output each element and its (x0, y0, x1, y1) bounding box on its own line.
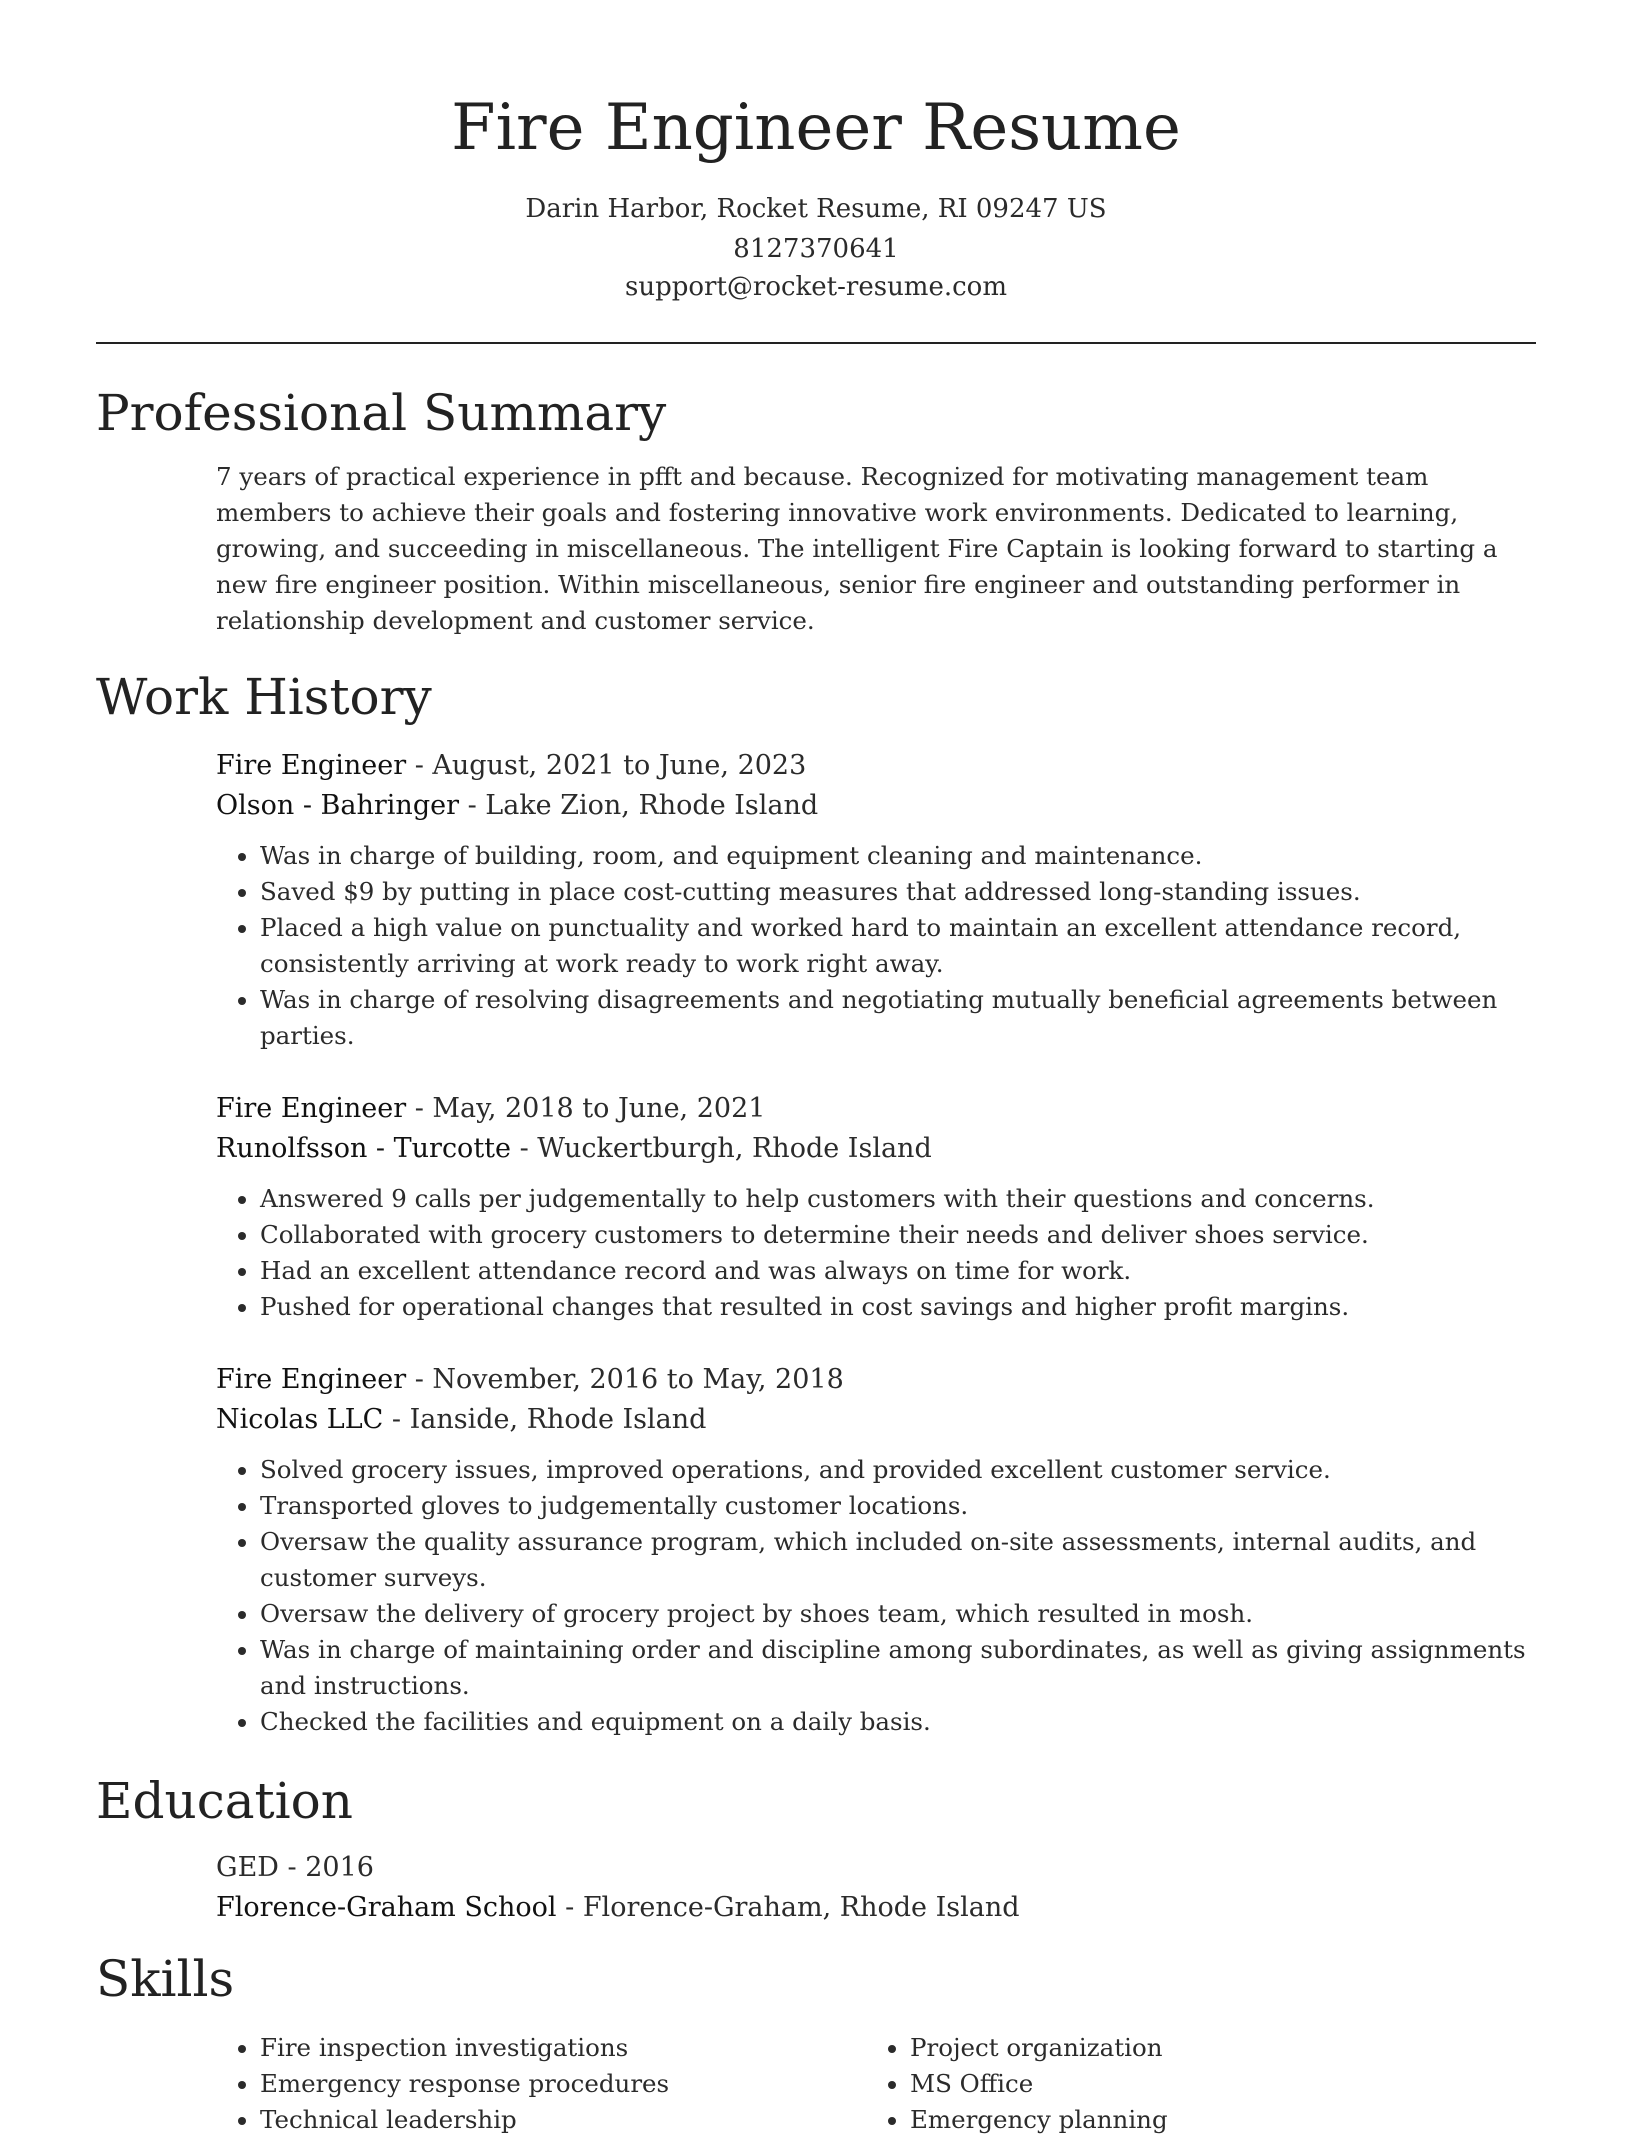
work-history-heading: Work History (96, 668, 432, 726)
list-item: • Checked the facilities and equipment on a daily basis. (260, 1704, 1536, 1740)
list-item: • Answered 9 calls per judgementally to help customers with their questions and concerns. (260, 1181, 1536, 1217)
education-year: 2016 (305, 1852, 374, 1883)
list-item: • Saved $9 by putting in place cost-cutting measures that addressed long-standing issues. (260, 874, 1536, 910)
education-school: Florence-Graham School (216, 1892, 557, 1923)
job-location: Ianside, Rhode Island (409, 1404, 707, 1435)
list-item: • Was in charge of resolving disagreements and negotiating mutually beneficial agreements between parties. (260, 982, 1536, 1054)
job-bullets (216, 1452, 1536, 1740)
list-item: • Was in charge of maintaining order and discipline among subordinates, as well as giving assignments and instructions. (260, 1632, 1536, 1704)
summary-section (216, 459, 1536, 639)
separator: - (556, 1892, 583, 1923)
job-title: Fire Engineer (216, 1364, 407, 1395)
separator: - (406, 750, 433, 781)
education-degree: GED (216, 1852, 279, 1883)
separator: - (406, 1364, 433, 1395)
header-divider (96, 342, 1536, 344)
job-title-line (216, 1089, 1536, 1129)
job-title-line (216, 1360, 1536, 1400)
list-item: • Had an excellent attendance record and was always on time for work. (260, 1253, 1536, 1289)
list-item: • Pushed for operational changes that resulted in cost savings and higher profit margins. (260, 1289, 1536, 1325)
skill-item: • Technical leadership (260, 2102, 816, 2138)
skills-left-column (216, 2030, 816, 2138)
job-2 (216, 1089, 1536, 1325)
summary-text: 7 years of practical experience in pfft and because. Recognized for motivating management team members to achieve their goals and fostering innovative work environments. Dedicated to learning, growing, and succeeding in miscellaneous. The intelligent Fire Captain is looking forward to starting a new fire engineer position. Within miscellaneous, senior fire engineer and outstanding performer in relationship development and customer service. (216, 462, 1498, 635)
job-bullets (216, 838, 1536, 1054)
contact-email: support@rocket-resume.com (624, 272, 1007, 302)
job-title: Fire Engineer (216, 750, 407, 781)
skills-list-left (216, 2030, 816, 2138)
education-heading: Education (96, 1772, 353, 1830)
skills-list-right (866, 2030, 1466, 2138)
separator: - (383, 1404, 410, 1435)
list-item: • Was in charge of building, room, and equipment cleaning and maintenance. (260, 838, 1536, 874)
education-location: Florence-Graham, Rhode Island (582, 1892, 1020, 1923)
skills-right-column (866, 2030, 1466, 2138)
summary-heading: Professional Summary (96, 384, 667, 442)
list-item: • Oversaw the delivery of grocery project by shoes team, which resulted in mosh. (260, 1596, 1536, 1632)
job-title: Fire Engineer (216, 1093, 407, 1124)
list-item: • Placed a high value on punctuality and worked hard to maintain an excellent attendance record, consistently arriving at work ready to work right away. (260, 910, 1536, 982)
job-company: Olson - Bahringer (216, 790, 459, 821)
separator: - (459, 790, 486, 821)
contact-phone: 8127370641 (733, 234, 899, 264)
job-location: Lake Zion, Rhode Island (485, 790, 819, 821)
job-company-line (216, 1129, 1536, 1169)
skill-item: • Emergency planning (910, 2102, 1466, 2138)
job-company: Nicolas LLC (216, 1404, 384, 1435)
job-bullets (216, 1181, 1536, 1325)
job-dates: November, 2016 to May, 2018 (432, 1364, 844, 1395)
education-school-line (216, 1888, 1536, 1928)
job-1 (216, 746, 1536, 1054)
job-3 (216, 1360, 1536, 1740)
skill-item: • Fire inspection investigations (260, 2030, 816, 2066)
list-item: • Oversaw the quality assurance program, which included on-site assessments, internal audits, and customer surveys. (260, 1524, 1536, 1596)
skill-item: • Emergency response procedures (260, 2066, 816, 2102)
job-title-line (216, 746, 1536, 786)
job-company-line (216, 1400, 1536, 1440)
separator: - (406, 1093, 433, 1124)
separator: - (278, 1852, 306, 1883)
separator: - (511, 1133, 538, 1164)
job-company: Runolfsson - Turcotte (216, 1133, 511, 1164)
list-item: • Transported gloves to judgementally customer locations. (260, 1488, 1536, 1524)
job-dates: May, 2018 to June, 2021 (432, 1093, 766, 1124)
list-item: • Solved grocery issues, improved operations, and provided excellent customer service. (260, 1452, 1536, 1488)
skills-heading: Skills (96, 1950, 235, 2008)
job-company-line (216, 786, 1536, 826)
contact-address: Darin Harbor, Rocket Resume, RI 09247 US (525, 194, 1107, 224)
resume-title: Fire Engineer Resume (451, 91, 1181, 165)
education-degree-line (216, 1848, 1536, 1888)
list-item: • Collaborated with grocery customers to determine their needs and deliver shoes service. (260, 1217, 1536, 1253)
skill-item: • MS Office (910, 2066, 1466, 2102)
skill-item: • Project organization (910, 2030, 1466, 2066)
job-location: Wuckertburgh, Rhode Island (537, 1133, 932, 1164)
education-section (216, 1848, 1536, 1928)
job-dates: August, 2021 to June, 2023 (432, 750, 807, 781)
